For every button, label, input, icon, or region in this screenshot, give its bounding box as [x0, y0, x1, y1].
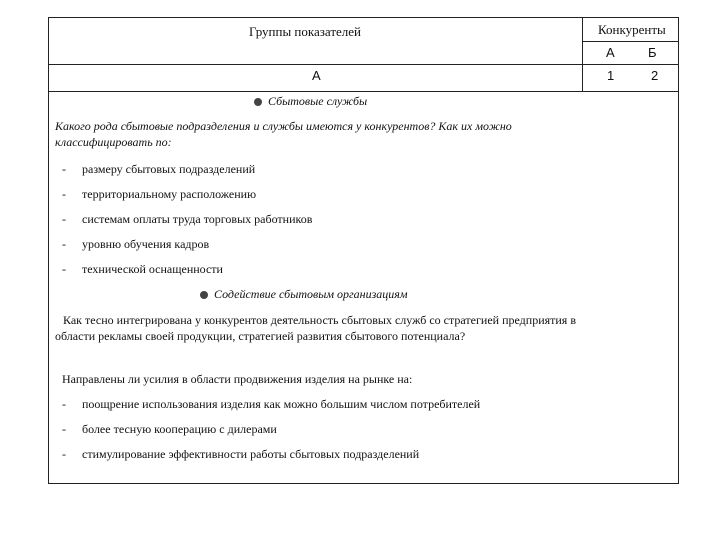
column-divider [582, 17, 583, 91]
section-question-promotion: Направлены ли усилия в области продвижения изделия на рынке на: [62, 372, 413, 386]
column-number-1: 1 [607, 68, 615, 83]
list-item: более тесную кооперацию с дилерами [82, 422, 277, 436]
dash-marker: - [62, 262, 66, 276]
list-item: поощрение использования изделия как можно большим числом потребителей [82, 397, 481, 411]
competitors-divider [582, 41, 679, 42]
dash-marker: - [62, 447, 66, 461]
header-divider [48, 64, 679, 65]
dash-marker: - [62, 237, 66, 251]
section-question-sales-services: Какого рода сбытовые подразделения и службы имеются у конкурентов? Как их можно классифицировать по: [55, 119, 512, 149]
list-item: системам оплаты труда торговых работников [82, 212, 313, 226]
list-item: стимулирование эффективности работы сбытовых подразделений [82, 447, 420, 461]
dash-marker: - [62, 422, 66, 436]
dash-marker: - [62, 187, 66, 201]
competitor-a-header: А [606, 45, 615, 60]
competitor-b-header: Б [648, 45, 657, 60]
row-label-a: А [312, 68, 321, 83]
list-item: территориальному расположению [82, 187, 257, 201]
section-title-sales-services: Сбытовые службы [268, 94, 368, 108]
dash-marker: - [62, 212, 66, 226]
bullet-icon [254, 98, 262, 106]
dash-marker: - [62, 397, 66, 411]
groups-header: Группы показателей [249, 24, 362, 39]
numbering-divider [48, 91, 679, 92]
list-item: размеру сбытовых подразделений [82, 162, 256, 176]
column-number-2: 2 [651, 68, 659, 83]
section-question-integration: Как тесно интегрирована у конкурентов деятельность сбытовых служб со стратегией предприятия в области рекламы своей продукции, стратегией развития сбытового потенциала? [55, 313, 576, 343]
bullet-icon [200, 291, 208, 299]
section-title-sales-support: Содействие сбытовым организациям [214, 287, 408, 301]
competitors-header: Конкуренты [598, 22, 666, 37]
dash-marker: - [62, 162, 66, 176]
list-item: уровню обучения кадров [82, 237, 210, 251]
list-item: технической оснащенности [82, 262, 223, 276]
